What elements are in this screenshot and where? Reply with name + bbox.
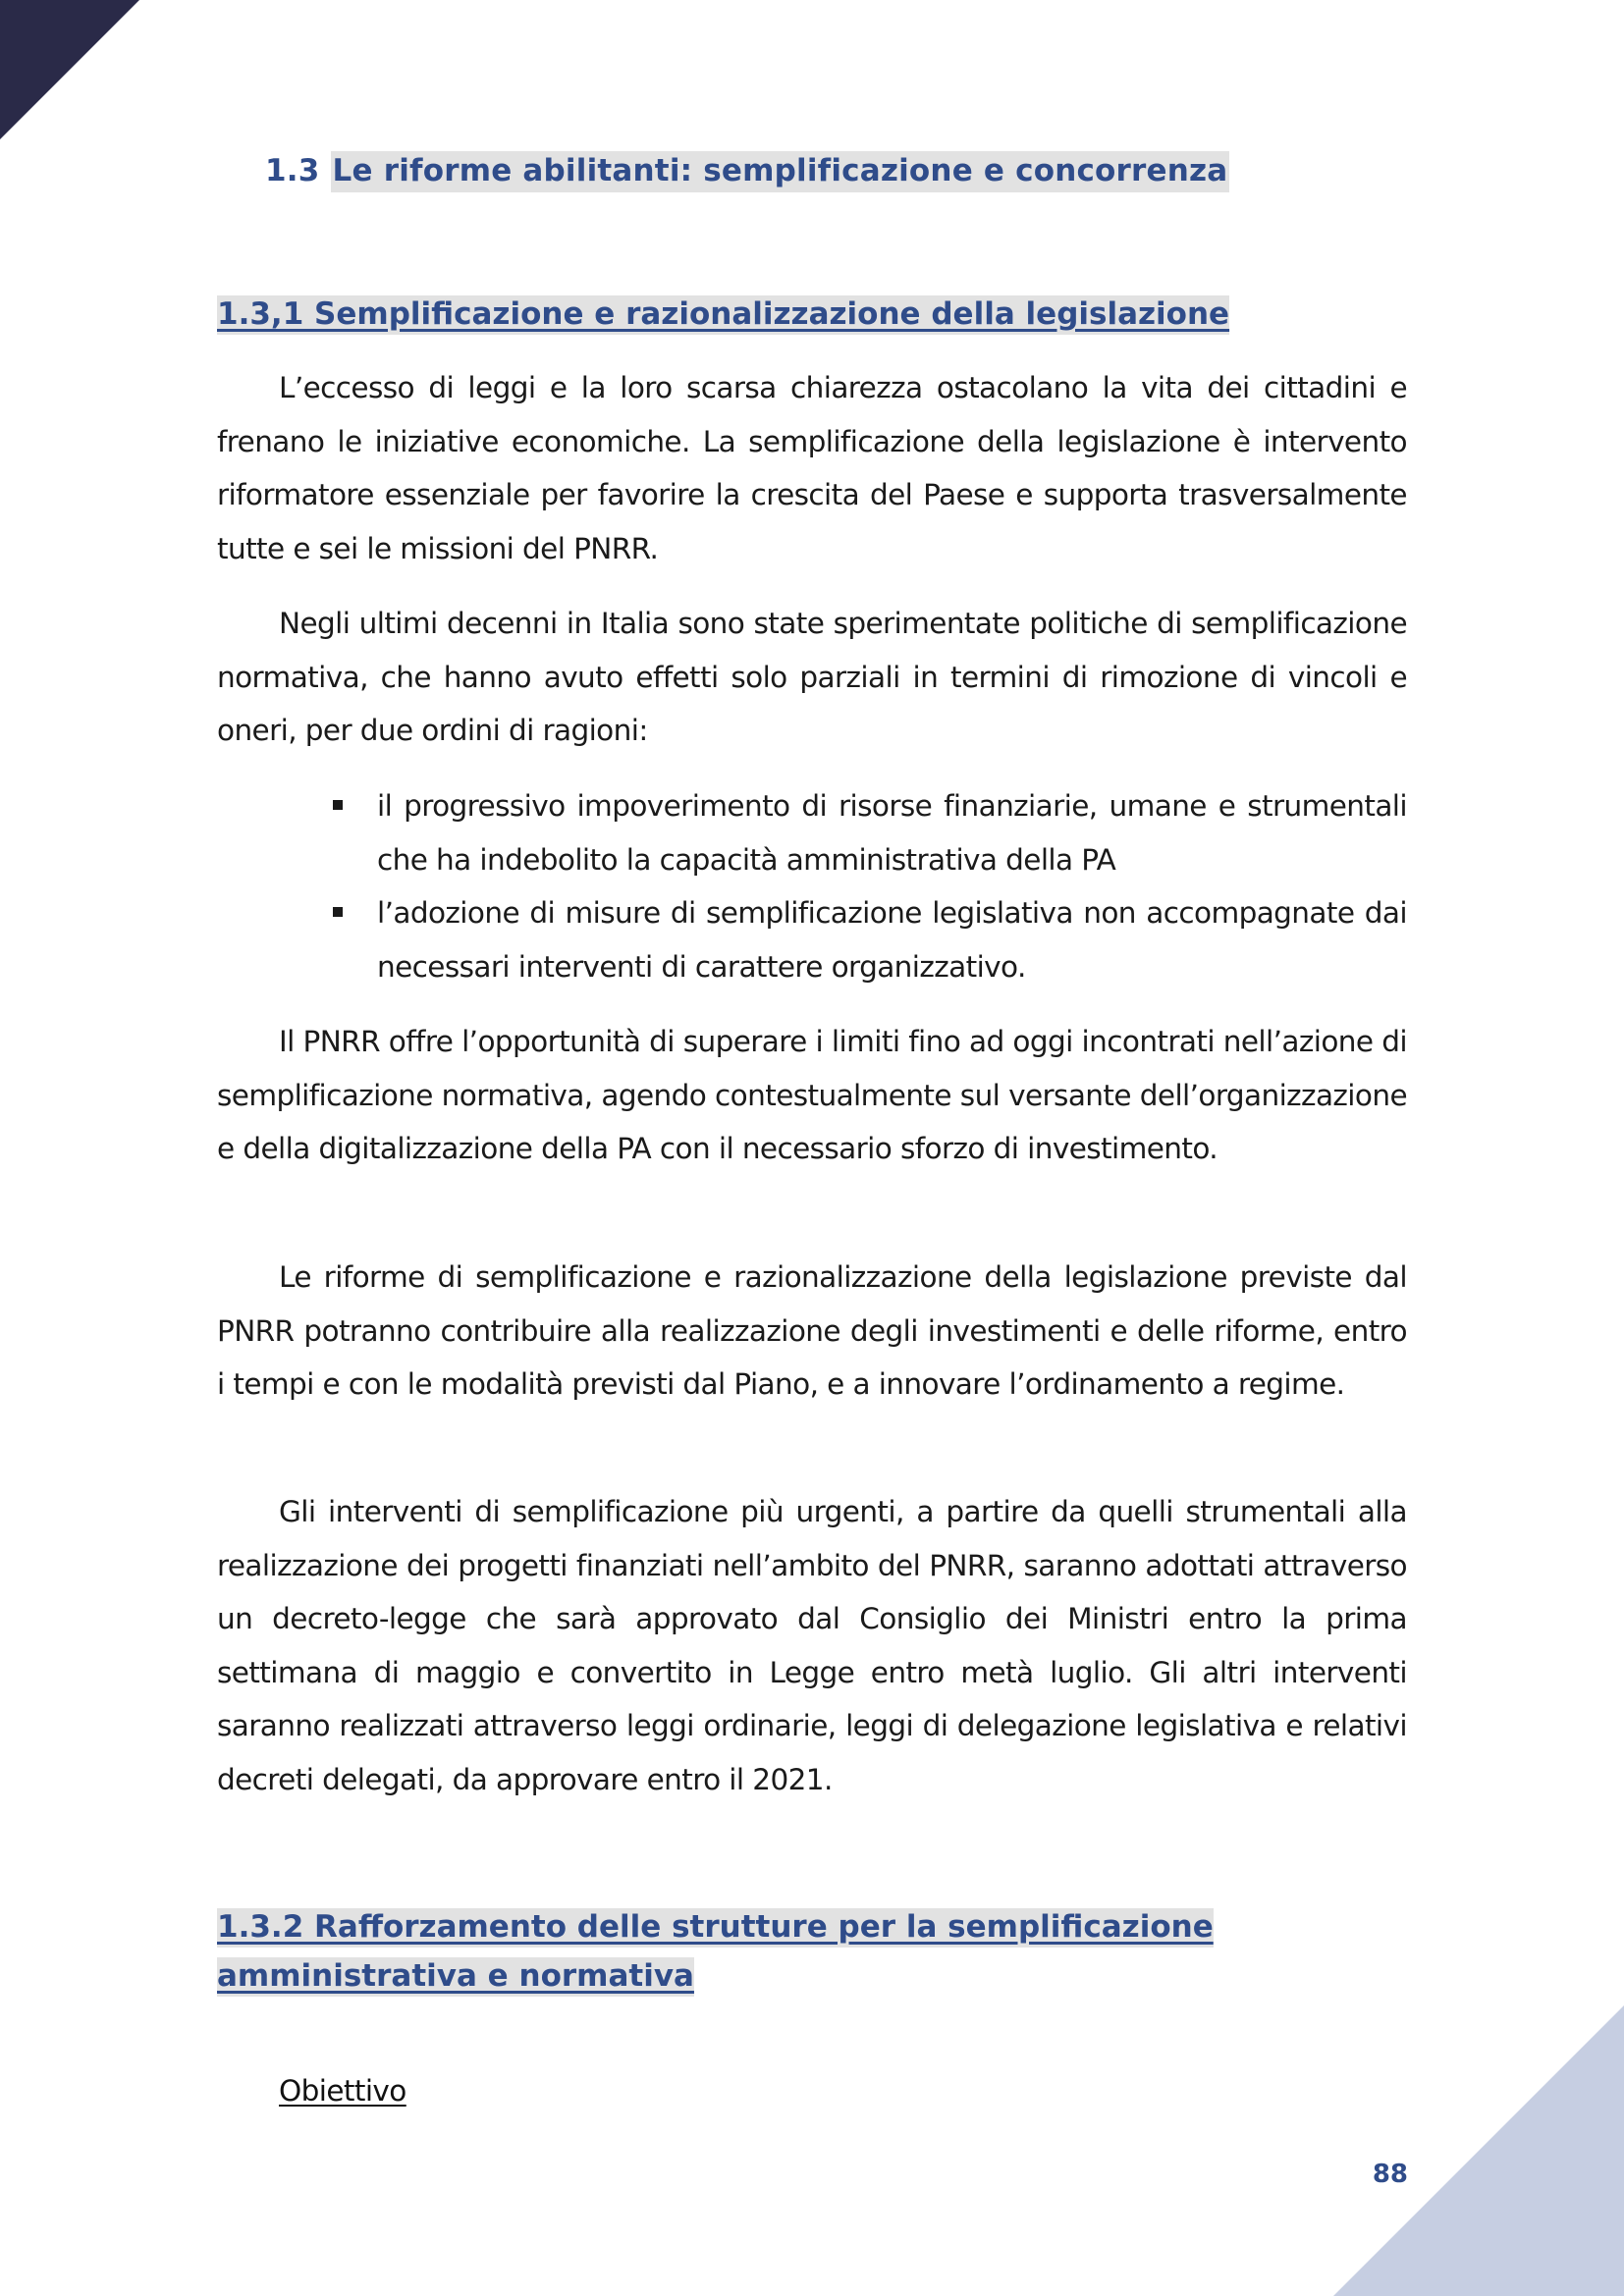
list-item: l’adozione di misure di semplificazione legislativa non accompagnate dai necessari interventi di carattere organizzativo. [377,886,1407,993]
corner-decoration-top-left [0,0,139,139]
bullet-square-icon [333,800,343,810]
paragraph-5: Gli interventi di semplificazione più urgenti, a partire da quelli strumentali alla realizzazione dei progetti finanziati nell’ambito del PNRR, saranno adottati attraverso un decreto-legge che sarà approvato dal Consiglio dei Ministri entro la prima settimana di maggio e convertito in Legge entro metà luglio. Gli altri interventi saranno realizzati attraverso leggi ordinarie, leggi di delegazione legislativa e relativi decreti delegati, da approvare entro il 2021. [217,1495,1407,1796]
section-title [265,153,1229,188]
paragraph-4: Le riforme di semplificazione e razionalizzazione della legislazione previste dal PNRR potranno contribuire alla realizzazione degli investimenti e delle riforme, entro i tempi e con le modalità previsti dal Piano, e a innovare l’ordinamento a regime. [217,1260,1407,1401]
subsection-title-1-3-2: 1.3.2 Rafforzamento delle strutture per la semplificazione amministrativa e normativa [217,1902,1214,2001]
bullet-square-icon [333,907,343,917]
paragraph-2: Negli ultimi decenni in Italia sono state sperimentate politiche di semplificazione normativa, che hanno avuto effetti solo parziali in termini di rimozione di vincoli e oneri, per due ordini di ragioni: [217,607,1407,747]
section-title-text: Le riforme abilitanti: semplificazione e concorrenza [331,151,1230,192]
page-number: 88 [1372,2160,1408,2189]
subsection-title-1-3-1: 1.3,1 Semplificazione e razionalizzazione della legislazione [217,290,1229,339]
paragraph-1: L’eccesso di leggi e la loro scarsa chiarezza ostacolano la vita dei cittadini e frenano le iniziative economiche. La semplificazione della legislazione è intervento riformatore essenziale per favorire la crescita del Paese e supporta trasversalmente tutte e sei le missioni del PNRR. [217,371,1407,565]
corner-decoration-bottom-right [1333,2005,1624,2296]
list-item: il progressivo impoverimento di risorse finanziarie, umane e strumentali che ha indebolito la capacità amministrativa della PA [377,779,1407,886]
obiettivo-heading: Obiettivo [279,2074,406,2108]
section-number: 1.3 [265,153,320,188]
bullet-list [377,779,1407,993]
paragraph-3: Il PNRR offre l’opportunità di superare i limiti fino ad oggi incontrati nell’azione di semplificazione normativa, agendo contestualmente sul versante dell’organizzazione e della digitalizzazione della PA con il necessario sforzo di investimento. [217,1025,1407,1165]
